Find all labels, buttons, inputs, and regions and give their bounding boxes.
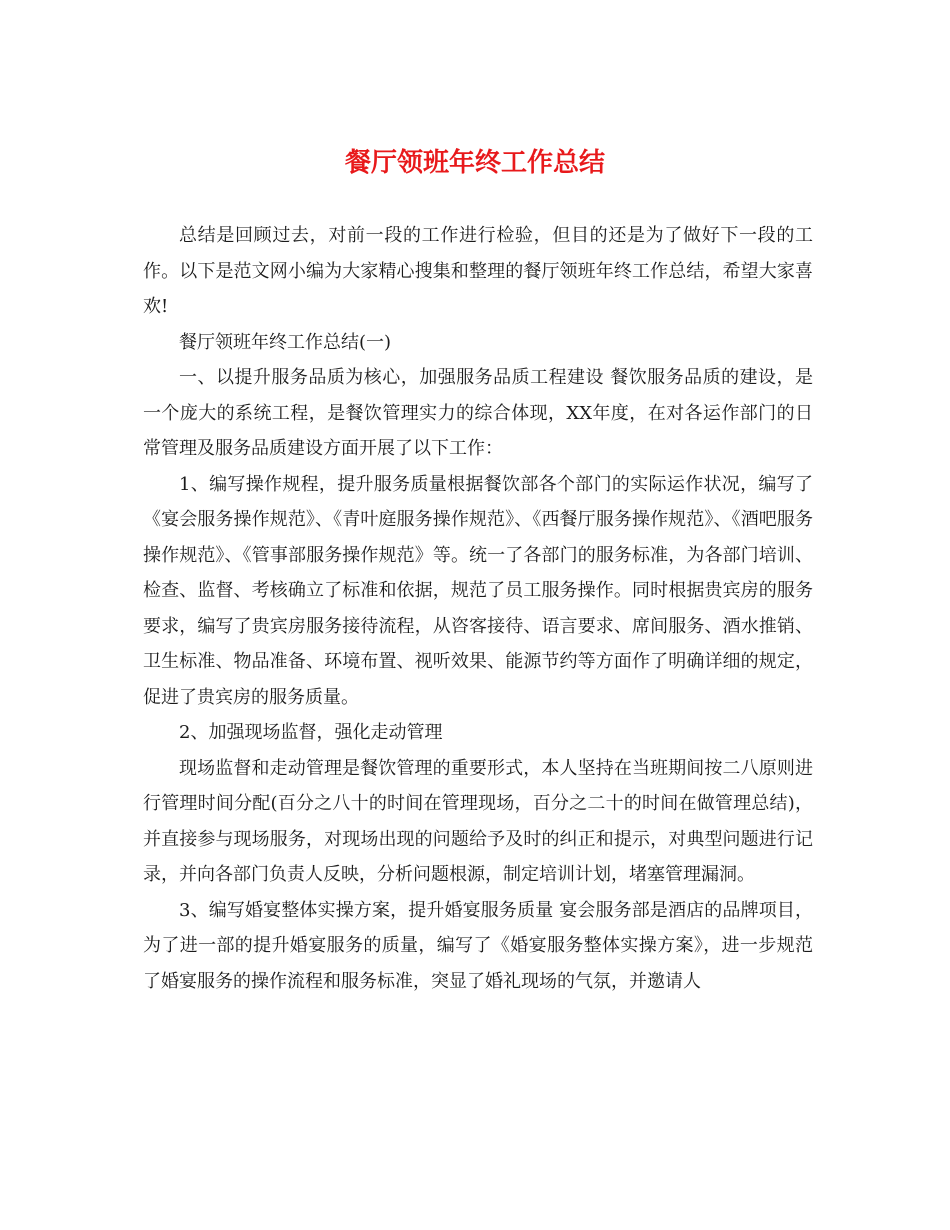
paragraph-item-2-body: 现场监督和走动管理是餐饮管理的重要形式，本人坚持在当班期间按二八原则进行管理时间分配(百分之八十的时间在管理现场，百分之二十的时间在做管理总结)，并直接参与现场服务，对现场出现的问题给予及时的纠正和提示，对典型问题进行记录，并向各部门负责人反映，分析问题根源，制定培训计划，堵塞管理漏洞。 bbox=[143, 757, 813, 885]
document-body bbox=[143, 218, 813, 999]
document-title: 餐厅领班年终工作总结 bbox=[344, 148, 605, 178]
paragraph-item-3: 3、编写婚宴整体实操方案，提升婚宴服务质量 宴会服务部是酒店的品牌项目，为了进一部的提升婚宴服务的质量，编写了《婚宴服务整体实操方案》，进一步规范了婚宴服务的操作流程和服务标准，突显了婚礼现场的气氛，并邀请人 bbox=[143, 899, 813, 992]
paragraph-intro: 总结是回顾过去，对前一段的工作进行检验，但目的还是为了做好下一段的工作。以下是范文网小编为大家精心搜集和整理的餐厅领班年终工作总结，希望大家喜欢! bbox=[143, 225, 813, 317]
paragraph-item-2-heading: 2、加强现场监督，强化走动管理 bbox=[179, 722, 443, 743]
paragraph-section-heading: 餐厅领班年终工作总结(一) bbox=[179, 331, 392, 353]
paragraph-item-1: 1、编写操作规程，提升服务质量根据餐饮部各个部门的实际运作状况，编写了《宴会服务操作规范》、《青叶庭服务操作规范》、《西餐厅服务操作规范》、《酒吧服务操作规范》、《管事部服务操作规范》等。统一了各部门的服务标准，为各部门培训、检查、监督、考核确立了标准和依据，规范了员工服务操作。同时根据贵宾房的服务要求，编写了贵宾房服务接待流程，从咨客接待、语言要求、席间服务、酒水推销、卫生标准、物品准备、环境布置、视听效果、能源节约等方面作了明确详细的规定，促进了贵宾房的服务质量。 bbox=[143, 473, 813, 708]
paragraph-point-one: 一、以提升服务品质为核心，加强服务品质工程建设 餐饮服务品质的建设，是一个庞大的系统工程，是餐饮管理实力的综合体现，XX年度，在对各运作部门的日常管理及服务品质建设方面开展了以下工作： bbox=[143, 367, 813, 459]
